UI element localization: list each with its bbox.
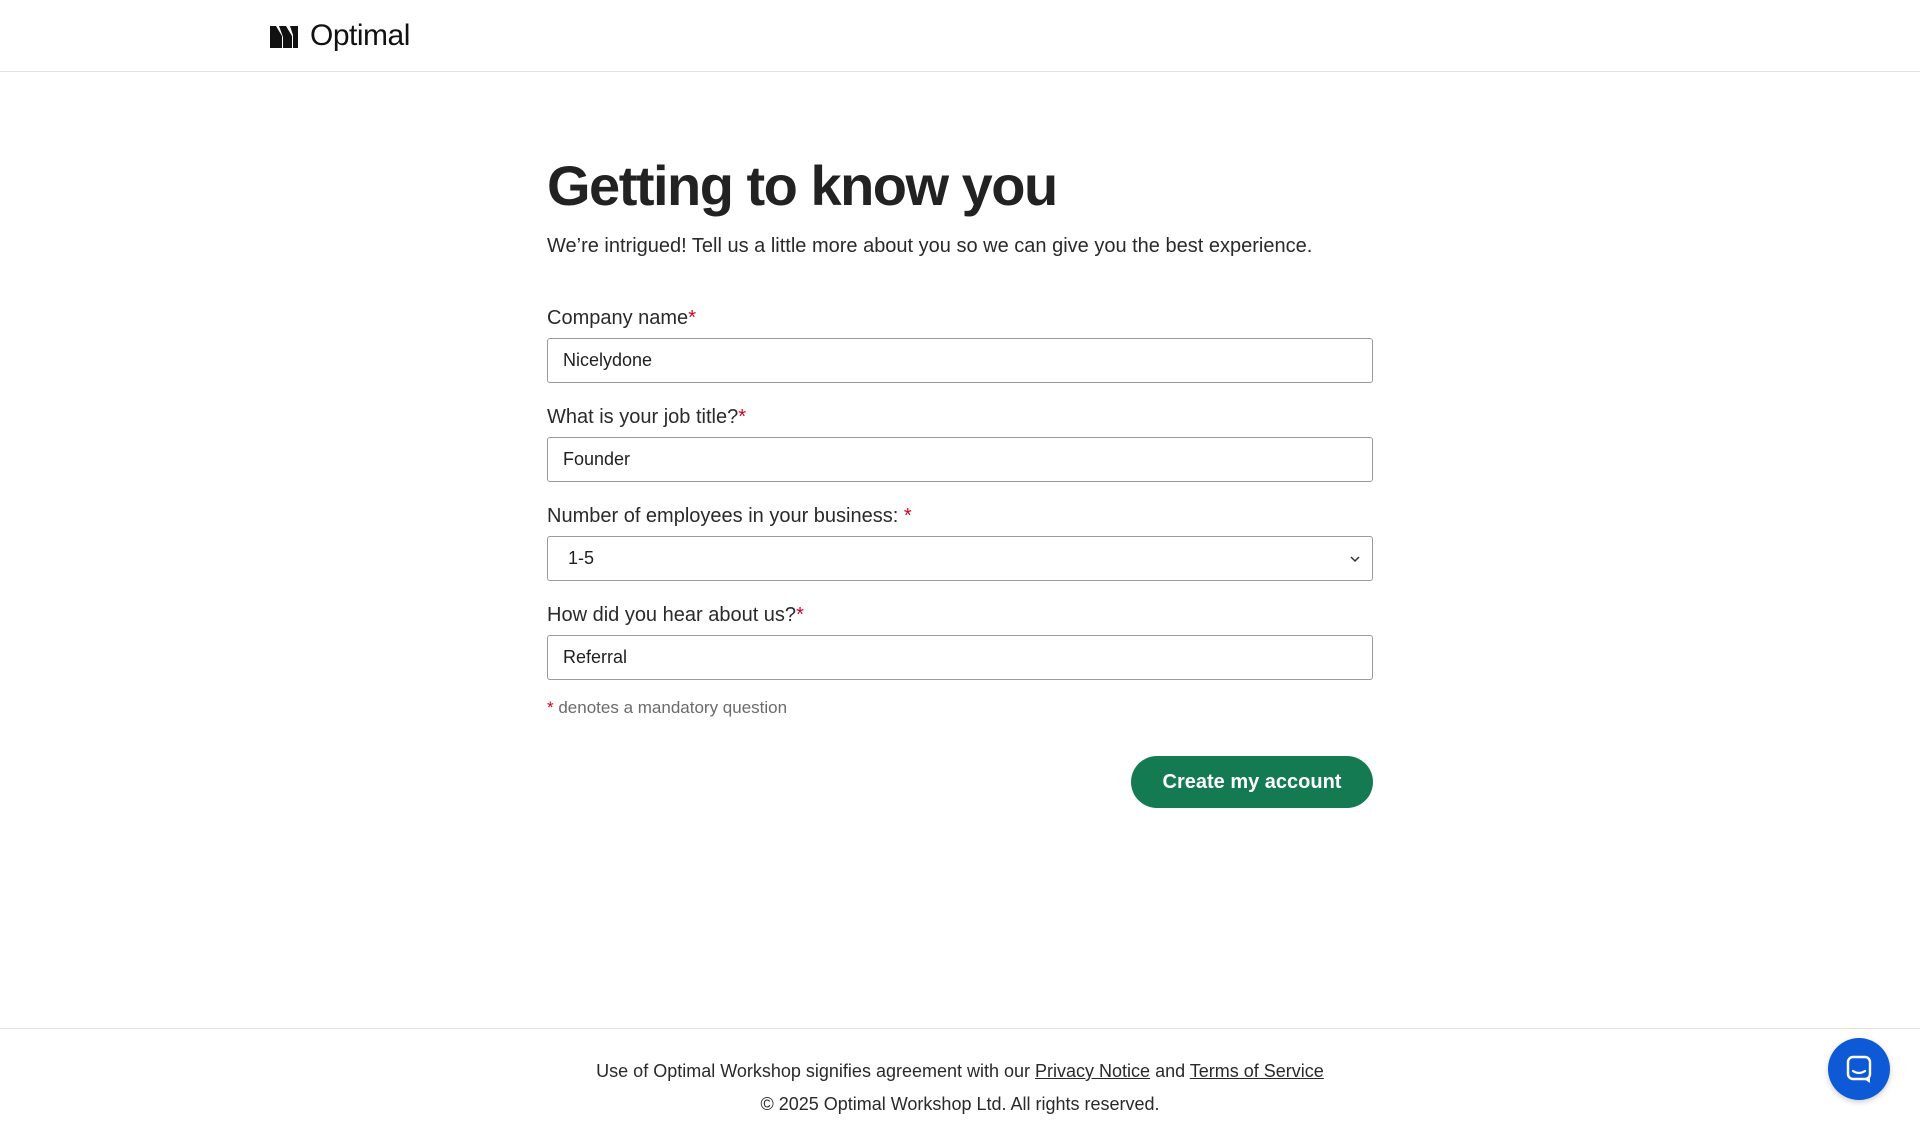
page-title: Getting to know you — [547, 154, 1057, 217]
employees-selected-value: 1-5 — [568, 548, 595, 568]
create-account-button[interactable]: Create my account — [1131, 756, 1373, 808]
brand-logo[interactable] — [268, 16, 410, 56]
source-label: How did you hear about us?* — [547, 604, 804, 626]
form-actions — [547, 756, 1373, 808]
footer-copyright: © 2025 Optimal Workshop Ltd. All rights reserved. — [760, 1094, 1160, 1114]
source-field-group — [547, 601, 1373, 680]
company-label: Company name* — [547, 307, 696, 329]
required-mark: * — [688, 307, 696, 329]
job-title-label: What is your job title?* — [547, 406, 746, 428]
job-title-field-group — [547, 403, 1373, 482]
site-header — [0, 0, 1920, 72]
terms-of-service-link[interactable]: Terms of Service — [1189, 1061, 1324, 1081]
chevron-down-icon — [1348, 552, 1362, 566]
onboarding-main — [547, 150, 1373, 808]
employees-label: Number of employees in your business: * — [547, 505, 912, 527]
company-name-input[interactable]: Nicelydone — [547, 338, 1373, 383]
employees-field-group — [547, 502, 1373, 581]
page-subtitle: We’re intrigued! Tell us a little more about you so we can give you the best experience. — [547, 235, 1313, 257]
referral-source-input[interactable]: Referral — [547, 635, 1373, 680]
optimal-logo-icon — [268, 20, 300, 52]
required-mark: * — [903, 505, 912, 527]
chat-launcher-button[interactable] — [1828, 1038, 1890, 1100]
mandatory-note: * denotes a mandatory question — [547, 698, 788, 717]
onboarding-form — [547, 304, 1373, 808]
required-mark: * — [738, 406, 746, 428]
required-mark: * — [796, 604, 804, 626]
chat-icon — [1844, 1054, 1874, 1084]
company-field-group — [547, 304, 1373, 383]
footer-legal: Use of Optimal Workshop signifies agreement with our Privacy Notice and Terms of Service — [596, 1061, 1324, 1081]
site-footer — [0, 1028, 1920, 1130]
job-title-input[interactable]: Founder — [547, 437, 1373, 482]
employees-select[interactable] — [547, 536, 1373, 581]
brand-name: Optimal — [310, 19, 410, 52]
privacy-notice-link[interactable]: Privacy Notice — [1035, 1061, 1151, 1081]
